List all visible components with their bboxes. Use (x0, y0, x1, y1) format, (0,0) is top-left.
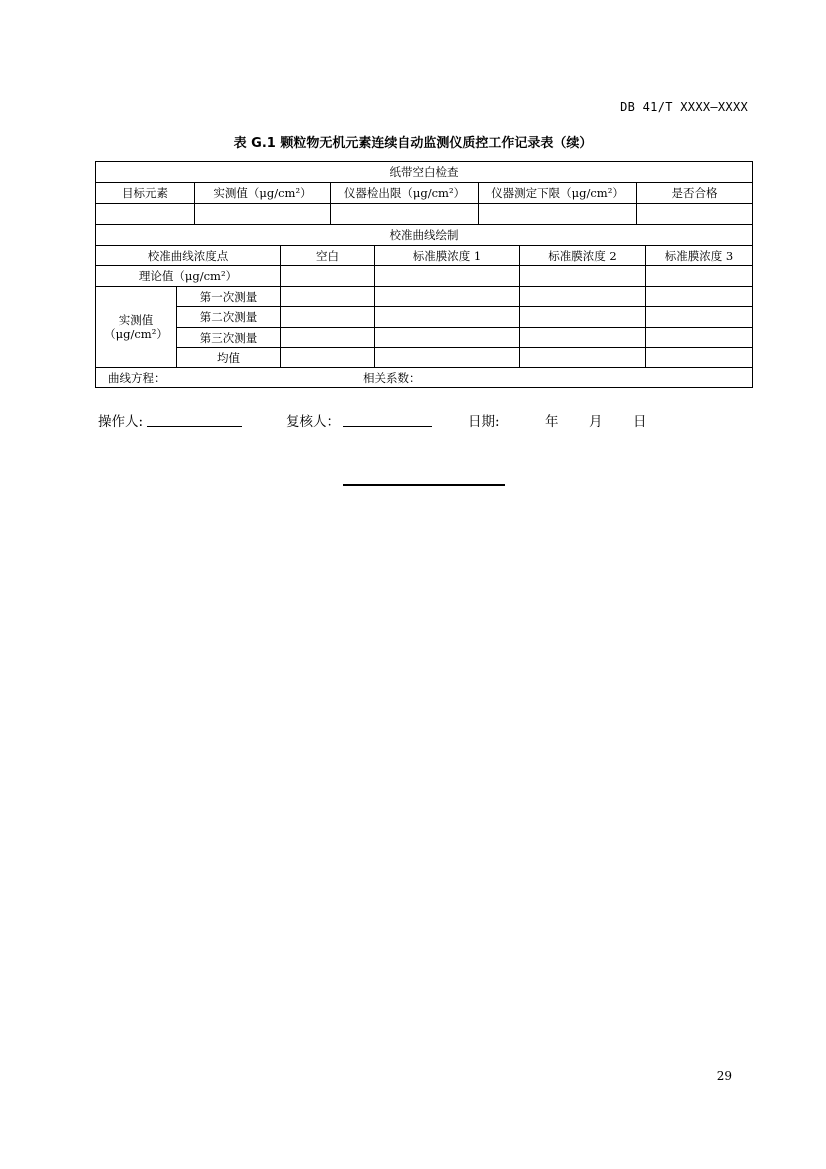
measured-value-label (96, 287, 176, 367)
header-blank: 空白 (316, 248, 339, 263)
correlation-coefficient-label: 相关系数： (363, 371, 421, 385)
standard-code: DB 41/T XXXX—XXXX (620, 100, 748, 114)
input-target-element[interactable] (96, 204, 194, 224)
year-label: 年 (545, 414, 559, 430)
header-standard-2: 标准膜浓度 2 (548, 248, 617, 263)
header-calibration-point: 校准曲线浓度点 (147, 248, 229, 263)
page-number: 29 (716, 1069, 732, 1083)
header-measured-value: 实测值（μg/cm²） (213, 186, 312, 200)
header-target-element: 目标元素 (122, 186, 168, 200)
measured-value-label-line1: 实测值 (118, 313, 154, 327)
header-detection-limit: 仪器检出限（μg/cm²） (343, 186, 466, 200)
blank-check-section-header: 纸带空白检查 (389, 165, 459, 179)
measured-value-label-unit: （μg/cm²） (104, 327, 168, 341)
operator-label: 操作人: (98, 414, 144, 430)
theoretical-value-label: 理论值（μg/cm²） (138, 269, 238, 283)
header-lower-quantitation-limit: 仪器测定下限（μg/cm²） (491, 186, 624, 200)
month-label: 月 (589, 414, 603, 430)
input-measured-value[interactable] (195, 204, 330, 224)
calibration-section-header: 校准曲线绘制 (389, 228, 459, 242)
table-title: 表 G.1 颗粒物无机元素连续自动监测仪质控工作记录表（续） (233, 136, 593, 151)
header-pass-fail: 是否合格 (671, 186, 718, 200)
qc-record-table (95, 161, 753, 388)
curve-equation-label: 曲线方程： (108, 371, 166, 385)
reviewer-label: 复核人： (286, 414, 340, 430)
reviewer-signature-line[interactable] (343, 426, 432, 427)
header-standard-3: 标准膜浓度 3 (664, 248, 734, 263)
date-label: 日期: (468, 414, 500, 430)
end-of-document-rule (343, 484, 505, 486)
signature-row (98, 410, 718, 430)
input-pass-fail[interactable] (637, 204, 752, 224)
header-standard-1: 标准膜浓度 1 (412, 248, 482, 263)
day-label: 日 (633, 414, 647, 430)
measurement-row-label: 第二次测量 (199, 310, 258, 324)
input-detection-limit[interactable] (331, 204, 478, 224)
operator-signature-line[interactable] (147, 426, 242, 427)
measurement-row-label: 第三次测量 (199, 330, 258, 345)
mean-row-label: 均值 (217, 350, 240, 365)
input-lower-quantitation-limit[interactable] (479, 204, 636, 224)
measurement-row-label: 第一次测量 (199, 289, 258, 304)
